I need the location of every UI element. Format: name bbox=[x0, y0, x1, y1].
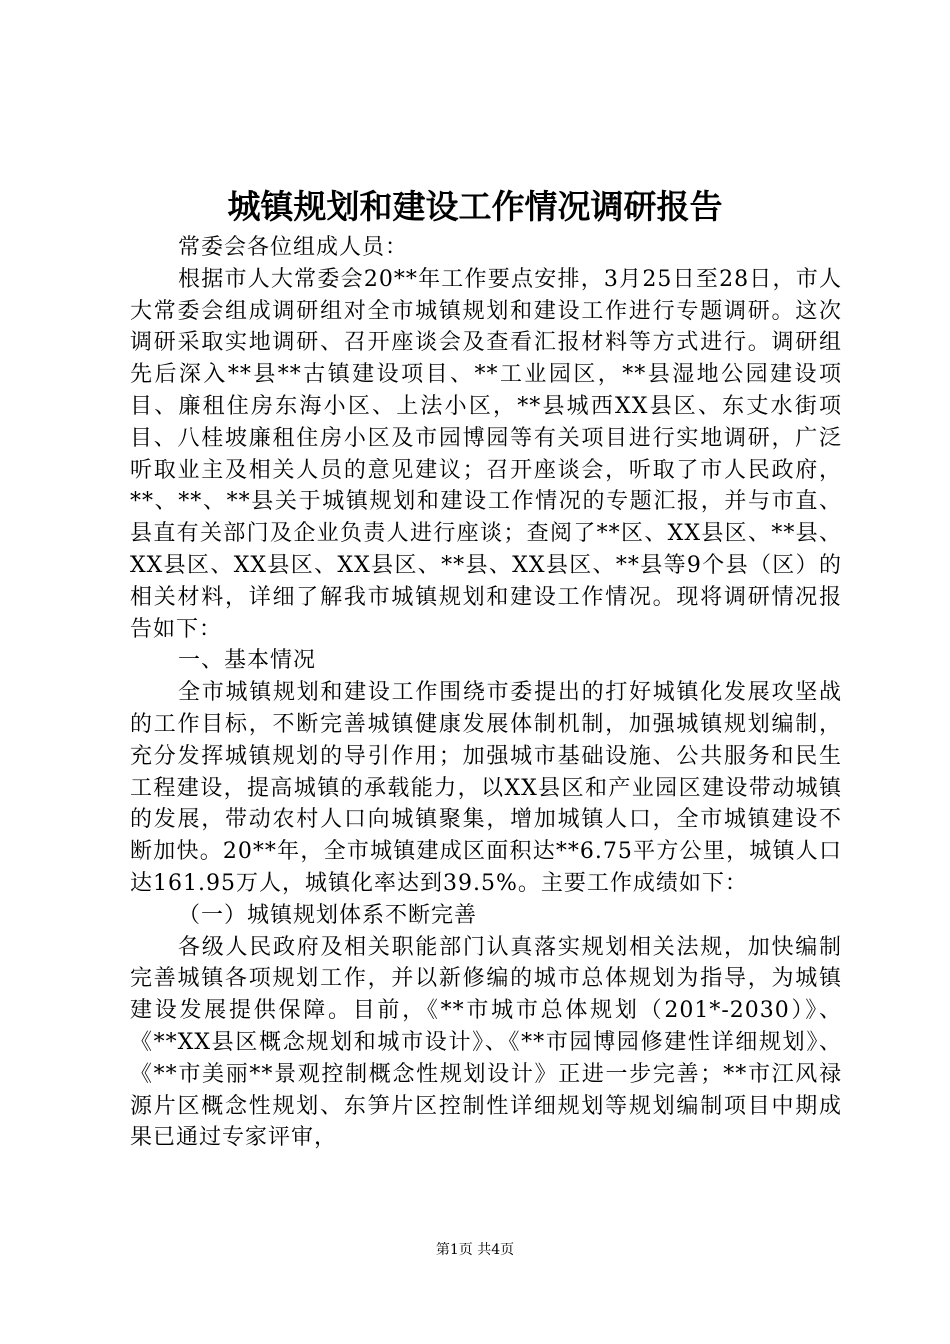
salutation: 常委会各位组成人员： bbox=[178, 235, 409, 260]
page-footer: 第1页 共4页 bbox=[435, 1242, 515, 1258]
section-heading-basic-situation: 一、基本情况 bbox=[178, 648, 317, 674]
paragraph-basic-situation: 全市城镇规划和建设工作围绕市委提出的打好城镇化发展攻坚战的工作目标，不断完善城镇健康发展体制机制，加强城镇规划编制，充分发挥城镇规划的导引作用；加强城市基础设施、公共服务和民生工程建设，提高城镇的承载能力，以XX县区和产业园区建设带动城镇的发展，带动农村人口向城镇聚集，增加城镇人口，全市城镇建设不断加快。20**年，全市城镇建成区面积达**6.75平方公里，城镇人口达161.95万人，城镇化率达到39.5%。主要工作成绩如下： bbox=[130, 680, 842, 896]
paragraph-planning-system: 各级人民政府及相关职能部门认真落实规划相关法规，加快编制完善城镇各项规划工作，并以新修编的城市总体规划为指导，为城镇建设发展提供保障。目前，《**市城市总体规划（201*-2030）》、《**XX县区概念规划和城市设计》、《**市园博园修建性详细规划》、《**市美丽**景观控制概念性规划设计》正进一步完善；**市江风禄源片区概念性规划、东笋片区控制性详细规划等规划编制项目中期成果已通过专家评审， bbox=[130, 934, 842, 1151]
paragraph-intro: 根据市人大常委会20**年工作要点安排，3月25日至28日，市人大常委会组成调研组对全市城镇规划和建设工作进行专题调研。这次调研采取实地调研、召开座谈会及查看汇报材料等方式进行。调研组先后深入**县**古镇建设项目、**工业园区，**县湿地公园建设项目、廉租住房东海小区、上法小区，**县城西XX县区、东丈水街项目、八桂坡廉租住房小区及市园博园等有关项目进行实地调研，广泛听取业主及相关人员的意见建议；召开座谈会，听取了市人民政府，**、**、**县关于城镇规划和建设工作情况的专题汇报，并与市直、县直有关部门及企业负责人进行座谈；查阅了**区、XX县区、**县、XX县区、XX县区、XX县区、**县、XX县区、**县等9个县（区）的相关材料，详细了解我市城镇规划和建设工作情况。现将调研情况报告如下： bbox=[130, 266, 842, 642]
document-body bbox=[130, 232, 842, 1154]
document-title: 城镇规划和建设工作情况调研报告 bbox=[227, 187, 723, 226]
subsection-heading-planning-system: （一）城镇规划体系不断完善 bbox=[178, 902, 478, 928]
